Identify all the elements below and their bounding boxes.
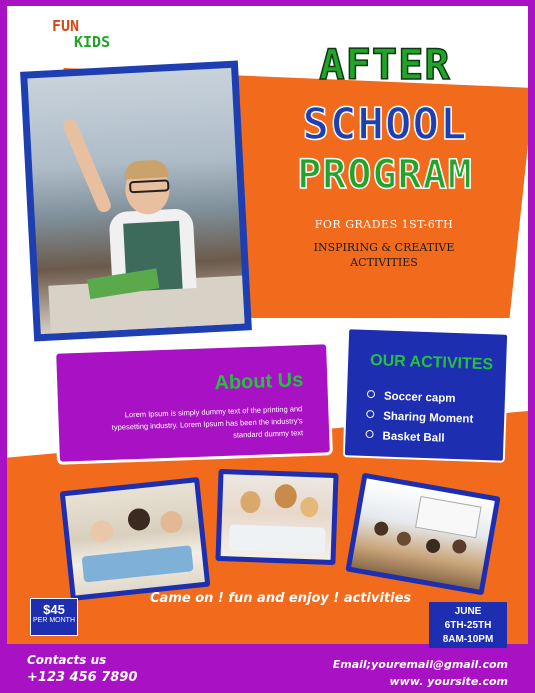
tagline-line1: INSPIRING & CREATIVE [313, 241, 455, 254]
photo-child-head [451, 538, 467, 554]
title-program: PROGRAM [297, 152, 473, 198]
photo-table [82, 545, 194, 582]
activities-panel [343, 327, 509, 463]
activity-label: Sharing Moment [383, 410, 474, 426]
price-unit: PER MONTH [33, 617, 75, 624]
schedule-time: 8AM-10PM [442, 634, 494, 645]
bullet-icon [365, 430, 373, 438]
activities-list [365, 386, 474, 450]
teacher-kids-photo [221, 474, 334, 560]
thumbnail-teacher-kids [215, 469, 338, 565]
fun-kids-logo [52, 18, 110, 50]
price-badge [30, 598, 78, 636]
thumbnail-craft-table [60, 477, 211, 601]
photo-child-head [396, 531, 412, 547]
bullet-icon [366, 410, 374, 418]
flyer-canvas [7, 6, 528, 644]
craft-table-photo [65, 482, 205, 595]
grades-text: FOR GRADES 1ST-6TH [314, 218, 454, 231]
about-us-heading: About Us [214, 369, 304, 395]
photo-table [229, 524, 326, 553]
contact-website: www. yoursite.com [389, 675, 508, 688]
web-contact-block [333, 656, 508, 690]
photo-child-head [240, 491, 261, 514]
title-school: SCHOOL [302, 99, 468, 150]
photo-child-head [425, 538, 441, 554]
classroom-boy-photo [27, 68, 244, 334]
photo-child-head [90, 519, 114, 543]
tagline [269, 240, 499, 270]
contact-phone: +123 456 7890 [27, 670, 138, 685]
title-after: AFTER [319, 40, 451, 89]
contact-email: Email;youremail@gmail.com [332, 658, 508, 671]
classroom-photo [351, 478, 495, 589]
schedule-badge [429, 602, 507, 648]
photo-boy-glasses [129, 179, 170, 193]
logo-line2: KIDS [74, 33, 111, 51]
about-us-body: Lorem Ipsum is simply dummy text of the printing and typesetting industry. Lorem Ipsum has been the industry's standard dummy text [111, 404, 304, 440]
activity-label: Soccer capm [383, 390, 456, 406]
schedule-dates: 6TH-25TH [444, 620, 492, 631]
photo-child-head [159, 510, 183, 534]
logo-line1: FUN [52, 17, 80, 35]
photo-raised-arm [61, 117, 113, 215]
photo-child-head [373, 521, 389, 537]
bullet-icon [367, 390, 375, 398]
activity-item [365, 426, 473, 450]
schedule-month: JUNE [454, 606, 482, 617]
contact-label: Contacts us [27, 653, 107, 667]
tagline-line2: ACTIVITIES [350, 256, 418, 269]
photo-child-head [127, 507, 151, 531]
call-to-action: Came on ! fun and enjoy ! activities [150, 591, 412, 606]
activities-heading: OUR ACTIVITES [369, 352, 494, 374]
photo-teacher-head [274, 484, 297, 509]
price-amount: $45 [43, 602, 65, 617]
photo-whiteboard [415, 496, 482, 538]
photo-boy-hair [124, 159, 169, 179]
about-us-panel [53, 341, 333, 465]
contact-block [27, 652, 137, 686]
activity-label: Basket Ball [382, 430, 445, 445]
photo-child-head [300, 497, 319, 518]
main-photo-frame [20, 60, 252, 341]
